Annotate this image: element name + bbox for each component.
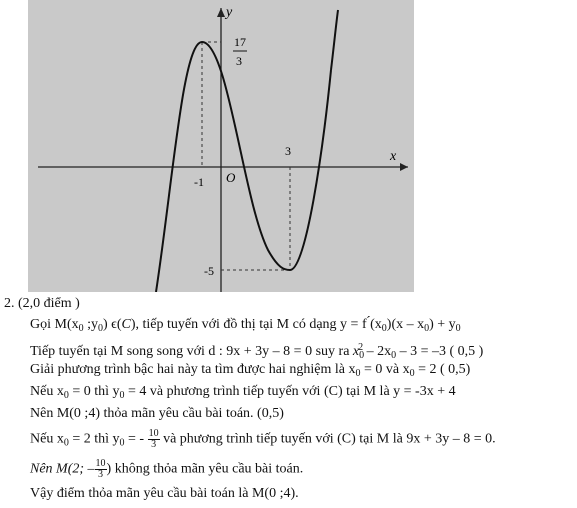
fraction-ten-thirds: $\frac{10}{3}$ (148, 428, 159, 450)
solution-line-2: Tiếp tuyến tại M song song với d : 9x + 3y – 8 = 0 suy ra $x_0^2 - 2x_0 - 3 = -3$ ( 0,5 ) (30, 342, 484, 361)
solution-line-4: Nếu $x_0 = 0$ thì $y_0 = 4$ và phương trình tiếp tuyến với (C) tại M là y = -3x + 4 (30, 384, 456, 401)
max-value-denominator: 3 (236, 54, 242, 68)
max-value-numerator: 17 (234, 35, 246, 49)
x-axis-label: x (390, 149, 397, 164)
label-three: 3 (285, 144, 291, 158)
function-graph (28, 0, 414, 292)
origin-label: O (226, 170, 236, 185)
solution-line-7: Nên M(2; – $\frac{10}{3}$ ) không thỏa mãn yêu cầu bài toán. (30, 458, 304, 480)
fraction-ten-thirds-2: $\frac{10}{3}$ (95, 458, 106, 480)
y-axis-label: y (226, 5, 233, 20)
solution-line-1: Gọi $M(x_0$ $;y_0$) ϵ(C), tiếp tuyến với đồ thị tại M có dạng y = f $́(x_0)(x - x_0) + y_0$ (30, 317, 461, 334)
label-minus-five: -5 (204, 264, 214, 278)
solution-line-6: Nếu $x_0 = 2$ thì $y_0$ = - $\frac{10}{3}$ và phương trình tiếp tuyến với (C) tại M là 9x + 3y – 8 = 0. (30, 428, 496, 450)
solution-conclusion: Vậy điểm thỏa mãn yêu cầu bài toán là M(0 ;4). (30, 486, 299, 501)
solution-line-3: Giải phương trình bậc hai này ta tìm được hai nghiệm là $x_0 = 0$ và $x_0 = 2$ ( 0,5) (30, 362, 471, 379)
solution-line-5: Nên M(0 ;4) thỏa mãn yêu cầu bài toán. (0,5) (30, 406, 284, 421)
label-minus-one: -1 (194, 175, 204, 189)
problem-header: 2. (2,0 điểm ) (4, 296, 80, 311)
